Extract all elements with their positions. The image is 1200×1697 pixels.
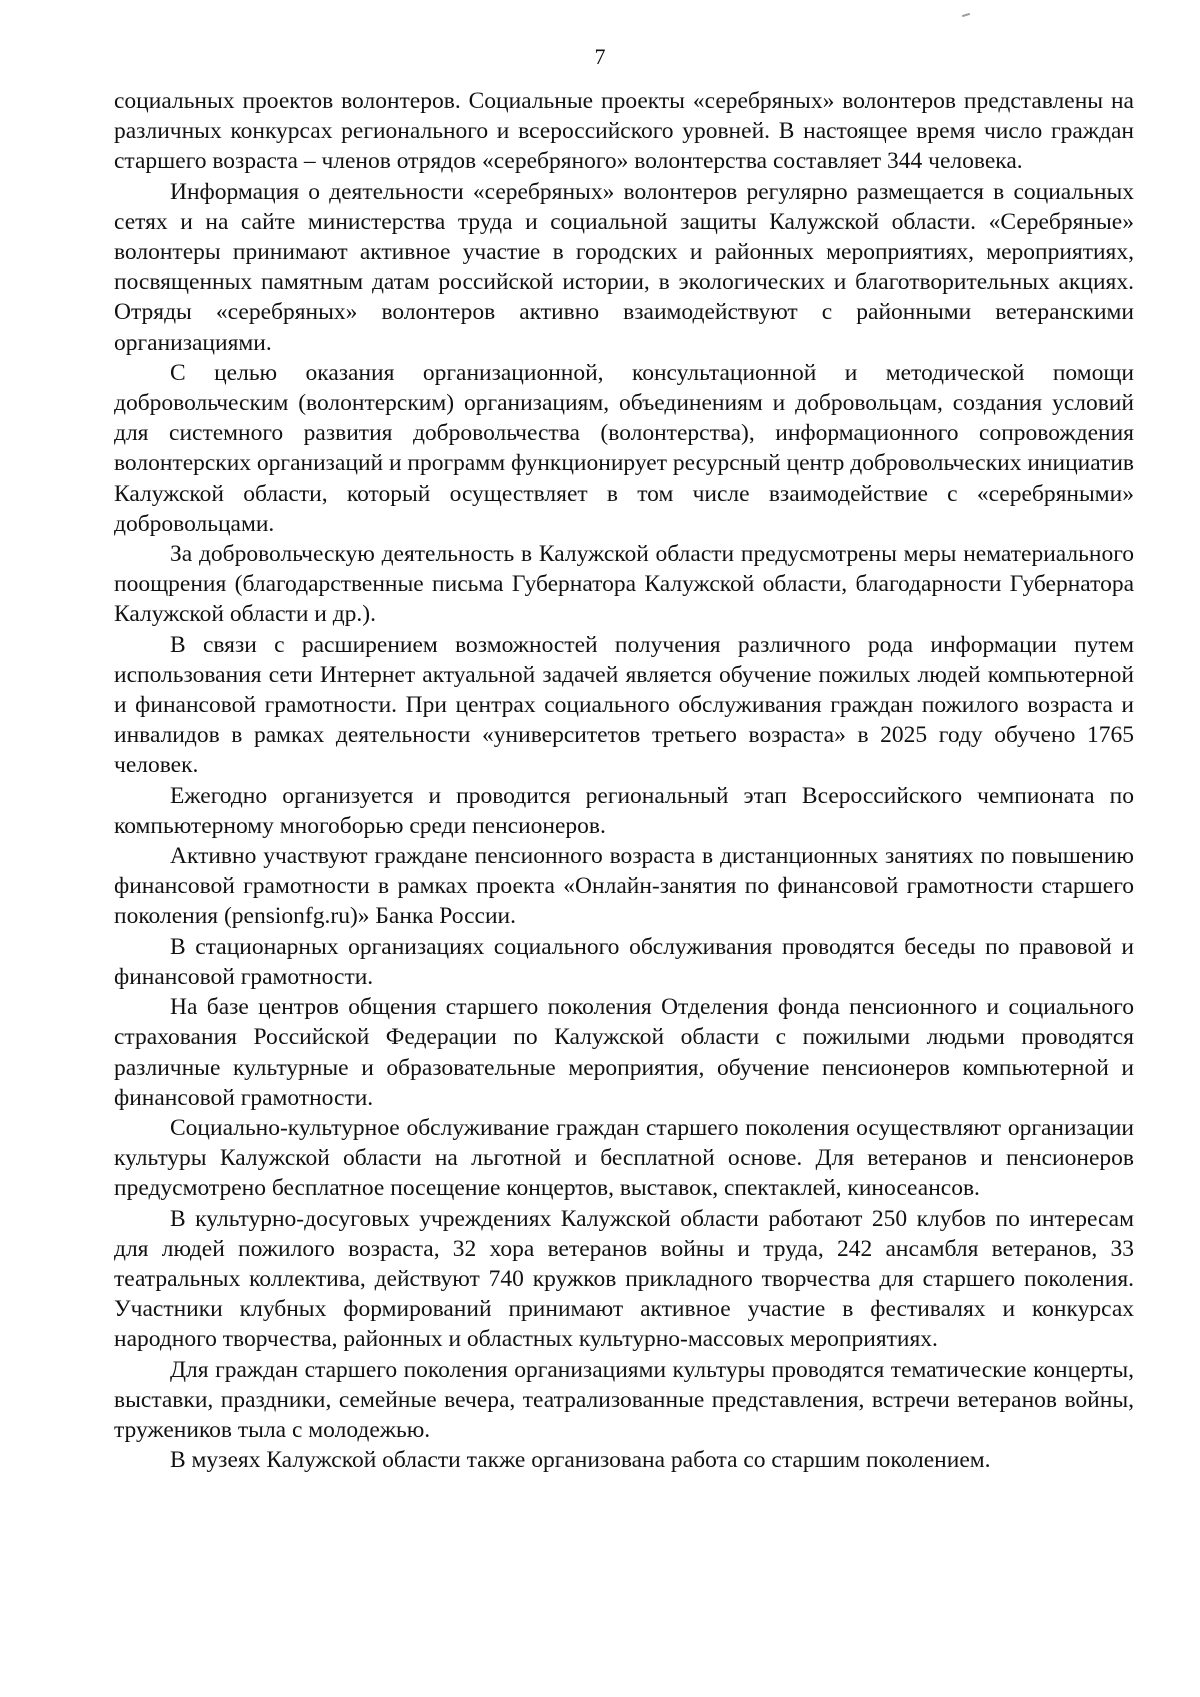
paragraph-11: В культурно-досуговых учреждениях Калужской области работают 250 клубов по интересам для людей пожилого возраста, 32 хора ветеранов войны и труда, 242 ансамбля ветеранов, 33 театральных коллектива, действуют 740 кружков прикладного творчества для старшего поколения. Участники клубных формирований принимают активное участие в фестивалях и конкурсах народного творчества, районных и областных культурно-массовых мероприятиях. [114, 1205, 1134, 1353]
paragraph-1: социальных проектов волонтеров. Социальные проекты «серебряных» волонтеров представлены на различных конкурсах регионального и всероссийского уровней. В настоящее время число граждан старшего возраста – членов отрядов «серебряного» волонтерства составляет 344 человека. [114, 88, 1134, 175]
scan-mark [962, 13, 970, 17]
paragraph-10: Социально-культурное обслуживание граждан старшего поколения осуществляют организации культуры Калужской области на льготной и бесплатной основе. Для ветеранов и пенсионеров предусмотрено бесплатное посещение концертов, выставок, спектаклей, киносеансов. [114, 1114, 1134, 1202]
document-body [114, 86, 1134, 1475]
paragraph-5: В связи с расширением возможностей получения различного рода информации путем использования сети Интернет актуальной задачей является обучение пожилых людей компьютерной и финансовой грамотности. При центрах социального обслуживания граждан пожилого возраста и инвалидов в рамках деятельности «университетов третьего возраста» в 2025 году обучено 1765 человек. [114, 631, 1134, 779]
paragraph-3: С целью оказания организационной, консультационной и методической помощи добровольческим (волонтерским) организациям, объединениям и добровольцам, создания условий для системного развития добровольчества (волонтерства), информационного сопровождения волонтерских организаций и программ функционирует ресурсный центр добровольческих инициатив Калужской области, который осуществляет в том числе взаимодействие с «серебряными» добровольцами. [114, 359, 1134, 537]
paragraph-7: Активно участвуют граждане пенсионного возраста в дистанционных занятиях по повышению финансовой грамотности в рамках проекта «Онлайн-занятия по финансовой грамотности старшего поколения (pensionfg.ru)» Банка России. [114, 843, 1134, 930]
paragraph-4: За добровольческую деятельность в Калужской области предусмотрены меры нематериального поощрения (благодарственные письма Губернатора Калужской области, благодарности Губернатора Калужской области и др.). [114, 541, 1134, 628]
page-number: 7 [594, 44, 606, 69]
paragraph-6: Ежегодно организуется и проводится региональный этап Всероссийского чемпионата по компьютерному многоборью среди пенсионеров. [114, 782, 1134, 839]
paragraph-12: Для граждан старшего поколения организациями культуры проводятся тематические концерты, выставки, праздники, семейные вечера, театрализованные представления, встречи ветеранов войны, тружеников тыла с молодежью. [114, 1356, 1134, 1443]
paragraph-8: В стационарных организациях социального обслуживания проводятся беседы по правовой и финансовой грамотности. [114, 933, 1134, 990]
paragraph-2: Информация о деятельности «серебряных» волонтеров регулярно размещается в социальных сетях и на сайте министерства труда и социальной защиты Калужской области. «Серебряные» волонтеры принимают активное участие в городских и районных мероприятиях, мероприятиях, посвященных памятным датам российской истории, в экологических и благотворительных акциях. Отряды «серебряных» волонтеров активно взаимодействуют с районными ветеранскими организациями. [114, 178, 1134, 356]
paragraph-9: На базе центров общения старшего поколения Отделения фонда пенсионного и социального страхования Российской Федерации по Калужской области с пожилыми людьми проводятся различные культурные и образовательные мероприятия, обучение пенсионеров компьютерной и финансовой грамотности. [114, 994, 1134, 1111]
paragraph-13: В музеях Калужской области также организована работа со старшим поколением. [170, 1447, 991, 1474]
